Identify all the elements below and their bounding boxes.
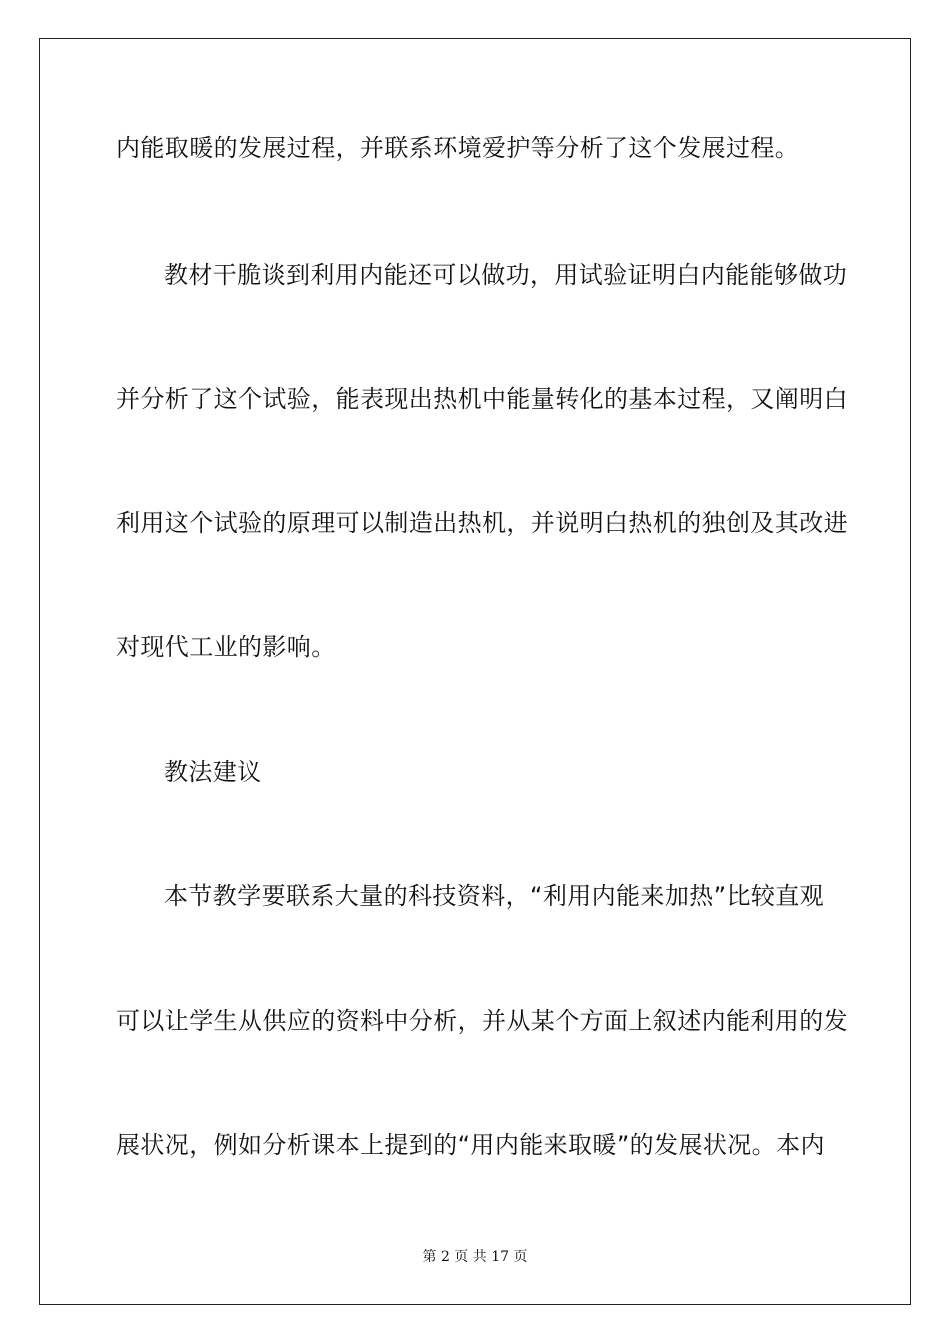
text-line-7: 本节教学要联系大量的科技资料，“利用内能来加热”比较直观 bbox=[164, 882, 825, 910]
text-line-4: 利用这个试验的原理可以制造出热机，并说明白热机的独创及其改进 bbox=[116, 509, 848, 537]
text-line-1: 内能取暖的发展过程，并联系环境爱护等分析了这个发展过程。 bbox=[116, 134, 800, 162]
text-line-3: 并分析了这个试验，能表现出热机中能量转化的基本过程，又阐明白 bbox=[116, 385, 848, 413]
page-border bbox=[39, 38, 911, 1305]
text-line-2: 教材干脆谈到利用内能还可以做功，用试验证明白内能能够做功 bbox=[164, 261, 848, 289]
page-number-footer: 第 2 页 共 17 页 bbox=[422, 1249, 528, 1265]
section-heading: 教法建议 bbox=[164, 758, 262, 786]
text-line-5: 对现代工业的影响。 bbox=[116, 633, 336, 661]
text-line-8: 可以让学生从供应的资料中分析，并从某个方面上叙述内能利用的发 bbox=[116, 1007, 848, 1035]
text-line-9: 展状况，例如分析课本上提到的“用内能来取暖”的发展状况。本内 bbox=[116, 1131, 825, 1159]
